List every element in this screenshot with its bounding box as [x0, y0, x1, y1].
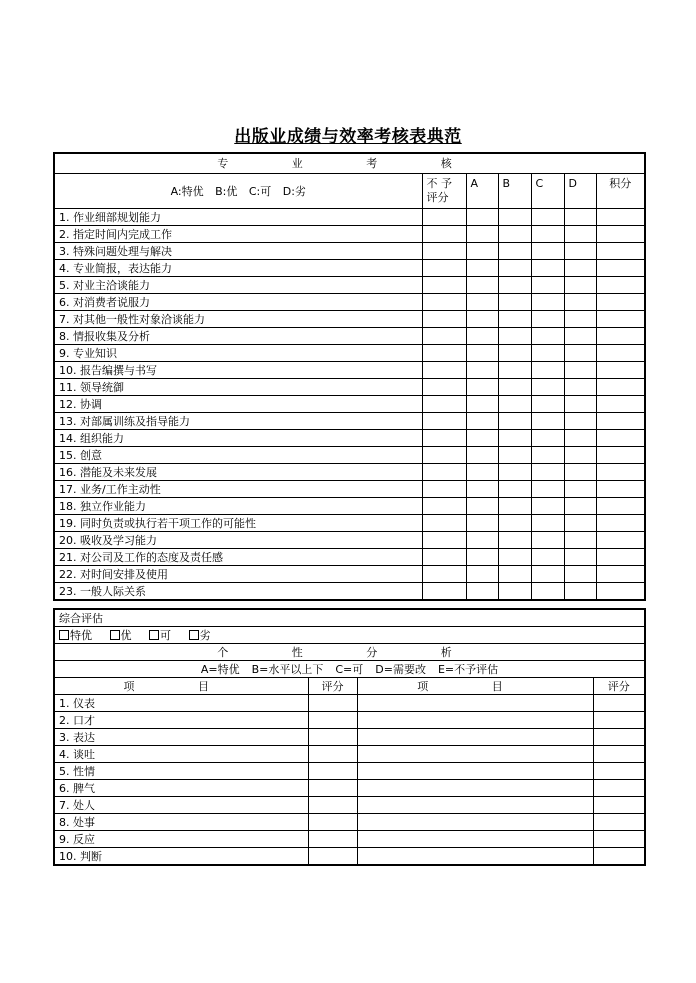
personality-item-label: 6. 脾气: [54, 780, 308, 797]
no-evaluation-cell[interactable]: [422, 481, 466, 498]
table-row: [54, 396, 645, 413]
score-cell[interactable]: [596, 311, 645, 328]
table-row: [54, 763, 645, 780]
item-label: 13. 对部属训练及指导能力: [54, 413, 422, 430]
item-label: 10. 报告编撰与书写: [54, 362, 422, 379]
grade-a-cell[interactable]: [466, 328, 498, 345]
table-row: [54, 345, 645, 362]
grade-a-cell[interactable]: [466, 481, 498, 498]
personality-item-label: 4. 谈吐: [54, 746, 308, 763]
grade-c-cell[interactable]: [531, 294, 564, 311]
table-row: [54, 583, 645, 601]
grade-a-cell[interactable]: [466, 396, 498, 413]
grade-c-cell[interactable]: [531, 379, 564, 396]
grade-c-cell[interactable]: [531, 481, 564, 498]
grade-a-cell[interactable]: [466, 447, 498, 464]
personality-item-label: 8. 处事: [54, 814, 308, 831]
table-row: [54, 277, 645, 294]
score-2-cell[interactable]: [593, 695, 645, 712]
grade-d-cell[interactable]: [564, 498, 596, 515]
grade-b-cell[interactable]: [498, 464, 531, 481]
grade-d-cell[interactable]: [564, 464, 596, 481]
checkbox-icon: [189, 630, 199, 640]
grade-d-cell[interactable]: [564, 549, 596, 566]
score-cell[interactable]: [308, 712, 357, 729]
score-2-cell[interactable]: [593, 848, 645, 866]
grade-a-cell[interactable]: [466, 532, 498, 549]
table-row: [54, 848, 645, 866]
score-cell[interactable]: [596, 532, 645, 549]
grade-c-cell[interactable]: [531, 430, 564, 447]
grade-c-cell[interactable]: [531, 226, 564, 243]
no-evaluation-cell[interactable]: [422, 260, 466, 277]
option-poor[interactable]: 劣: [189, 628, 211, 643]
score-cell[interactable]: [596, 209, 645, 226]
grade-a-cell[interactable]: [466, 243, 498, 260]
personality-item-label: 9. 反应: [54, 831, 308, 848]
professional-assessment-table: [53, 152, 646, 601]
item-2-cell[interactable]: [357, 780, 593, 797]
no-evaluation-cell[interactable]: [422, 515, 466, 532]
table-row: [54, 294, 645, 311]
grade-d-cell[interactable]: [564, 209, 596, 226]
score-cell[interactable]: [596, 447, 645, 464]
grade-d-cell[interactable]: [564, 481, 596, 498]
grade-a-cell[interactable]: [466, 311, 498, 328]
score-cell[interactable]: [596, 464, 645, 481]
grade-d-cell[interactable]: [564, 413, 596, 430]
item-label: 9. 专业知识: [54, 345, 422, 362]
item-label: 23. 一般人际关系: [54, 583, 422, 601]
table-row: [54, 362, 645, 379]
no-evaluation-cell[interactable]: [422, 464, 466, 481]
item-2-cell[interactable]: [357, 831, 593, 848]
table-row: [54, 532, 645, 549]
grade-c-cell[interactable]: [531, 362, 564, 379]
score-cell[interactable]: [596, 379, 645, 396]
no-evaluation-cell[interactable]: [422, 532, 466, 549]
no-evaluation-header: 不 予 评分: [422, 174, 466, 209]
score-2-cell[interactable]: [593, 763, 645, 780]
score-cell[interactable]: [596, 362, 645, 379]
score-2-cell[interactable]: [593, 814, 645, 831]
checkbox-icon: [59, 630, 69, 640]
score-cell[interactable]: [596, 396, 645, 413]
table-row: [54, 243, 645, 260]
grade-b-cell[interactable]: [498, 515, 531, 532]
no-evaluation-cell[interactable]: [422, 583, 466, 601]
score-cell[interactable]: [308, 797, 357, 814]
grade-a-cell[interactable]: [466, 566, 498, 583]
grade-b-cell[interactable]: [498, 430, 531, 447]
item-2-cell[interactable]: [357, 763, 593, 780]
grade-b-cell[interactable]: [498, 277, 531, 294]
score-cell[interactable]: [596, 277, 645, 294]
grade-c-cell[interactable]: [531, 515, 564, 532]
item-2-cell[interactable]: [357, 746, 593, 763]
score-cell[interactable]: [308, 831, 357, 848]
grade-d-cell[interactable]: [564, 583, 596, 601]
grade-d-cell[interactable]: [564, 260, 596, 277]
table-row: [54, 328, 645, 345]
personality-item-label: 2. 口才: [54, 712, 308, 729]
grade-a-cell[interactable]: [466, 430, 498, 447]
grade-c-cell[interactable]: [531, 345, 564, 362]
score-2-cell[interactable]: [593, 712, 645, 729]
grade-d-cell[interactable]: [564, 396, 596, 413]
no-evaluation-cell[interactable]: [422, 243, 466, 260]
grade-b-cell[interactable]: [498, 481, 531, 498]
overall-evaluation-label: 综合评估: [54, 609, 645, 627]
grade-d-cell[interactable]: [564, 294, 596, 311]
score-2-cell[interactable]: [593, 780, 645, 797]
grade-c-cell[interactable]: [531, 498, 564, 515]
table-row: [54, 549, 645, 566]
no-evaluation-cell[interactable]: [422, 345, 466, 362]
item-2-cell[interactable]: [357, 797, 593, 814]
grade-b-cell[interactable]: [498, 583, 531, 601]
grade-b-cell[interactable]: [498, 260, 531, 277]
grade-a-cell[interactable]: [466, 515, 498, 532]
grade-a-cell[interactable]: [466, 260, 498, 277]
score-cell[interactable]: [596, 498, 645, 515]
item-label: 15. 创意: [54, 447, 422, 464]
item-label: 22. 对时间安排及使用: [54, 566, 422, 583]
table-row: [54, 729, 645, 746]
grade-d-cell[interactable]: [564, 311, 596, 328]
table-row: [54, 814, 645, 831]
item-label: 11. 领导统御: [54, 379, 422, 396]
personality-item-label: 3. 表达: [54, 729, 308, 746]
score-cell[interactable]: [596, 583, 645, 601]
table-row: [54, 379, 645, 396]
table-row: [54, 797, 645, 814]
no-evaluation-cell[interactable]: [422, 311, 466, 328]
score-cell[interactable]: [596, 481, 645, 498]
item-label: 20. 吸收及学习能力: [54, 532, 422, 549]
item-label: 16. 潜能及未来发展: [54, 464, 422, 481]
table-row: [54, 831, 645, 848]
item-2-cell[interactable]: [357, 848, 593, 866]
overall-evaluation-options: [54, 627, 645, 644]
no-evaluation-cell[interactable]: [422, 396, 466, 413]
score-cell[interactable]: [596, 515, 645, 532]
item-label: 7. 对其他一般性对象洽谈能力: [54, 311, 422, 328]
no-evaluation-cell[interactable]: [422, 277, 466, 294]
grade-d-cell[interactable]: [564, 566, 596, 583]
item-2-cell[interactable]: [357, 729, 593, 746]
grade-a-cell[interactable]: [466, 498, 498, 515]
grade-b-cell[interactable]: [498, 362, 531, 379]
col-c-header: C: [531, 174, 564, 209]
grade-c-cell[interactable]: [531, 549, 564, 566]
grade-c-cell[interactable]: [531, 583, 564, 601]
score-cell[interactable]: [308, 695, 357, 712]
grade-c-cell[interactable]: [531, 243, 564, 260]
grade-c-cell[interactable]: [531, 209, 564, 226]
item-label: 6. 对消费者说服力: [54, 294, 422, 311]
grade-b-cell[interactable]: [498, 379, 531, 396]
item-label: 5. 对业主洽谈能力: [54, 277, 422, 294]
no-evaluation-cell[interactable]: [422, 430, 466, 447]
score-2-cell[interactable]: [593, 797, 645, 814]
col-a-header: A: [466, 174, 498, 209]
table-row: [54, 413, 645, 430]
item-label: 8. 情报收集及分析: [54, 328, 422, 345]
item-2-cell[interactable]: [357, 712, 593, 729]
grade-c-cell[interactable]: [531, 311, 564, 328]
score-cell[interactable]: [308, 729, 357, 746]
personality-item-label: 10. 判断: [54, 848, 308, 866]
score-cell[interactable]: [308, 848, 357, 866]
item-label: 18. 独立作业能力: [54, 498, 422, 515]
item-2-cell[interactable]: [357, 695, 593, 712]
table-row: [54, 430, 645, 447]
table-row: [54, 566, 645, 583]
grade-c-cell[interactable]: [531, 532, 564, 549]
score-cell[interactable]: [596, 413, 645, 430]
col-b-header: B: [498, 174, 531, 209]
professional-section-title: 专 业 考 核: [217, 157, 482, 170]
item-header: 项 目: [123, 679, 239, 693]
item-label: 3. 特殊问题处理与解决: [54, 243, 422, 260]
score-cell[interactable]: [308, 814, 357, 831]
grade-c-cell[interactable]: [531, 277, 564, 294]
grade-c-cell[interactable]: [531, 464, 564, 481]
option-good[interactable]: 优: [110, 628, 132, 643]
grade-a-cell[interactable]: [466, 209, 498, 226]
no-evaluation-cell[interactable]: [422, 294, 466, 311]
personality-item-label: 5. 性情: [54, 763, 308, 780]
no-evaluation-cell[interactable]: [422, 498, 466, 515]
no-evaluation-cell[interactable]: [422, 328, 466, 345]
grade-b-cell[interactable]: [498, 549, 531, 566]
item-label: 19. 同时负责或执行若干项工作的可能性: [54, 515, 422, 532]
grade-d-cell[interactable]: [564, 328, 596, 345]
grade-d-cell[interactable]: [564, 226, 596, 243]
grade-d-cell[interactable]: [564, 447, 596, 464]
table-row: [54, 226, 645, 243]
grade-a-cell[interactable]: [466, 277, 498, 294]
score-cell[interactable]: [308, 780, 357, 797]
grade-a-cell[interactable]: [466, 413, 498, 430]
table-row: [54, 515, 645, 532]
no-evaluation-cell[interactable]: [422, 447, 466, 464]
grade-a-cell[interactable]: [466, 583, 498, 601]
grade-d-cell[interactable]: [564, 532, 596, 549]
grade-d-cell[interactable]: [564, 515, 596, 532]
score-2-cell[interactable]: [593, 831, 645, 848]
grade-a-cell[interactable]: [466, 379, 498, 396]
item-label: 14. 组织能力: [54, 430, 422, 447]
option-excellent[interactable]: 特优: [59, 628, 92, 643]
personality-section-title: 个 性 分 析: [217, 645, 482, 659]
grade-a-cell[interactable]: [466, 226, 498, 243]
grade-c-cell[interactable]: [531, 328, 564, 345]
table-row: [54, 695, 645, 712]
grade-legend: A:特优 B:优 C:可 D:劣: [54, 174, 422, 209]
item-label: 1. 作业细部规划能力: [54, 209, 422, 226]
personality-item-label: 1. 仪表: [54, 695, 308, 712]
grade-d-cell[interactable]: [564, 243, 596, 260]
grade-d-cell[interactable]: [564, 362, 596, 379]
grade-b-cell[interactable]: [498, 498, 531, 515]
grade-b-cell[interactable]: [498, 243, 531, 260]
page-title: 出版业成绩与效率考核表典范: [234, 127, 462, 147]
score-cell[interactable]: [596, 260, 645, 277]
item-2-cell[interactable]: [357, 814, 593, 831]
grade-a-cell[interactable]: [466, 362, 498, 379]
grade-b-cell[interactable]: [498, 294, 531, 311]
no-evaluation-cell[interactable]: [422, 413, 466, 430]
grade-c-cell[interactable]: [531, 396, 564, 413]
grade-b-cell[interactable]: [498, 447, 531, 464]
no-evaluation-cell[interactable]: [422, 362, 466, 379]
item-label: 4. 专业简报，表达能力: [54, 260, 422, 277]
table-row: [54, 447, 645, 464]
item-label: 17. 业务/工作主动性: [54, 481, 422, 498]
score-cell[interactable]: [596, 294, 645, 311]
grade-b-cell[interactable]: [498, 413, 531, 430]
table-row: [54, 481, 645, 498]
score-cell[interactable]: [308, 763, 357, 780]
item-label: 21. 对公司及工作的态度及责任感: [54, 549, 422, 566]
score-cell[interactable]: [596, 328, 645, 345]
score-cell[interactable]: [596, 566, 645, 583]
table-row: [54, 311, 645, 328]
grade-b-cell[interactable]: [498, 345, 531, 362]
grade-b-cell[interactable]: [498, 311, 531, 328]
score-2-cell[interactable]: [593, 746, 645, 763]
personality-assessment-table: [53, 608, 646, 866]
grade-b-cell[interactable]: [498, 328, 531, 345]
col-d-header: D: [564, 174, 596, 209]
score-cell[interactable]: [596, 345, 645, 362]
table-row: [54, 712, 645, 729]
grade-c-cell[interactable]: [531, 260, 564, 277]
grade-b-cell[interactable]: [498, 396, 531, 413]
grade-d-cell[interactable]: [564, 345, 596, 362]
grade-c-cell[interactable]: [531, 566, 564, 583]
score-header: 评分: [308, 678, 357, 695]
checkbox-icon: [149, 630, 159, 640]
no-evaluation-cell[interactable]: [422, 379, 466, 396]
grade-a-cell[interactable]: [466, 464, 498, 481]
grade-d-cell[interactable]: [564, 379, 596, 396]
checkbox-icon: [110, 630, 120, 640]
item-header-2: 项 目: [417, 679, 533, 693]
personality-item-label: 7. 处人: [54, 797, 308, 814]
score-cell[interactable]: [596, 226, 645, 243]
grade-a-cell[interactable]: [466, 294, 498, 311]
table-row: [54, 464, 645, 481]
table-row: [54, 746, 645, 763]
no-evaluation-cell[interactable]: [422, 549, 466, 566]
no-evaluation-cell[interactable]: [422, 566, 466, 583]
score-cell[interactable]: [596, 430, 645, 447]
score-header-2: 评分: [593, 678, 645, 695]
item-label: 12. 协调: [54, 396, 422, 413]
table-row: [54, 780, 645, 797]
table-row: [54, 260, 645, 277]
no-evaluation-cell[interactable]: [422, 209, 466, 226]
grade-b-cell[interactable]: [498, 209, 531, 226]
grade-b-cell[interactable]: [498, 566, 531, 583]
no-evaluation-cell[interactable]: [422, 226, 466, 243]
score-2-cell[interactable]: [593, 729, 645, 746]
grade-c-cell[interactable]: [531, 447, 564, 464]
grade-a-cell[interactable]: [466, 345, 498, 362]
grade-d-cell[interactable]: [564, 430, 596, 447]
grade-d-cell[interactable]: [564, 277, 596, 294]
score-cell[interactable]: [596, 549, 645, 566]
grade-b-cell[interactable]: [498, 532, 531, 549]
personality-scale: A=特优 B=水平以上下 C=可 D=需要改 E=不予评估: [54, 661, 645, 678]
grade-c-cell[interactable]: [531, 413, 564, 430]
table-row: [54, 498, 645, 515]
option-fair[interactable]: 可: [149, 628, 171, 643]
score-cell[interactable]: [308, 746, 357, 763]
grade-b-cell[interactable]: [498, 226, 531, 243]
item-label: 2. 指定时间内完成工作: [54, 226, 422, 243]
table-row: [54, 209, 645, 226]
score-header: 积分: [596, 174, 645, 209]
score-cell[interactable]: [596, 243, 645, 260]
grade-a-cell[interactable]: [466, 549, 498, 566]
